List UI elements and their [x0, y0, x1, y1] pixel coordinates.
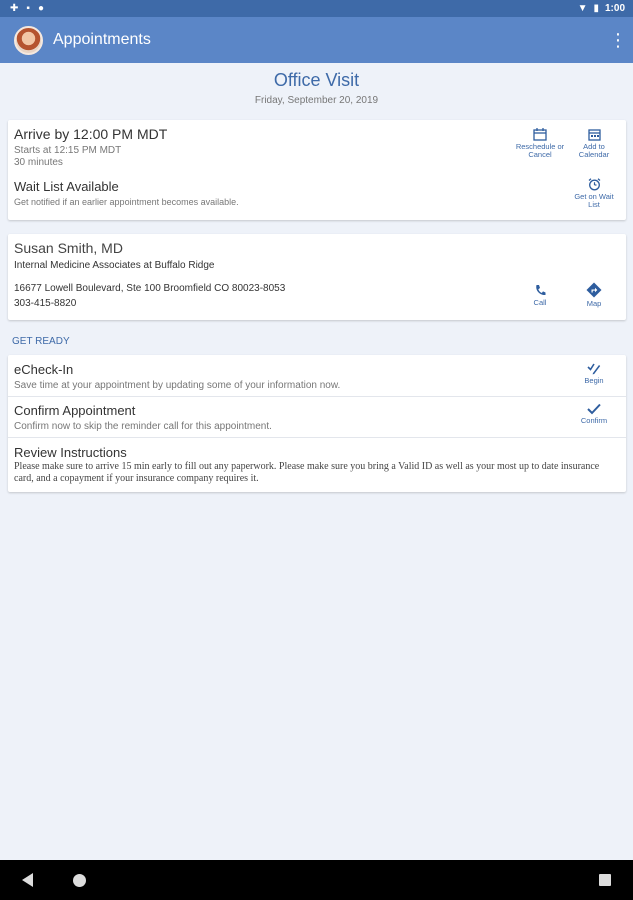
wait-list-title: Wait List Available: [14, 179, 119, 194]
checklist-edit-icon: [587, 361, 601, 375]
provider-card: [8, 234, 626, 320]
provider-name: Susan Smith, MD: [14, 240, 123, 256]
calendar-label-1: Add to: [583, 142, 605, 151]
confirm-title: Confirm Appointment: [14, 403, 136, 418]
wait-list-desc: Get notified if an earlier appointment becomes available.: [14, 197, 239, 207]
echeckin-desc: Save time at your appointment by updating some of your information now.: [14, 380, 341, 391]
echeckin-title: eCheck-In: [14, 362, 74, 377]
directions-icon: [586, 282, 602, 298]
begin-button[interactable]: [567, 361, 621, 385]
arrive-by-text: Arrive by 12:00 PM MDT: [14, 126, 168, 142]
duration-text: 30 minutes: [14, 157, 63, 168]
map-button[interactable]: [567, 282, 621, 308]
instructions-title: Review Instructions: [14, 445, 127, 460]
status-time: 1:00: [604, 3, 625, 14]
battery-icon: ▮: [593, 3, 599, 14]
checkmark-icon: [587, 403, 601, 415]
system-nav-bar: [0, 860, 633, 900]
visit-title: Office Visit: [273, 70, 360, 90]
provider-address[interactable]: 16677 Lowell Boulevard, Ste 100 Broomfield CO 80023-8053: [14, 283, 286, 294]
confirm-row[interactable]: [8, 397, 626, 437]
confirm-label: Confirm: [580, 416, 608, 425]
home-icon[interactable]: [73, 874, 86, 887]
back-icon[interactable]: [22, 873, 33, 887]
waitlist-label-2: List: [588, 200, 600, 209]
image-icon: ▪: [26, 3, 30, 14]
avatar[interactable]: [14, 26, 43, 55]
app-bar: [0, 17, 633, 63]
plus-icon: ✚: [10, 3, 19, 14]
reschedule-icon: [533, 128, 547, 141]
status-left-icons: [10, 3, 44, 14]
alarm-clock-icon: [588, 178, 601, 191]
add-to-calendar-button[interactable]: [567, 128, 621, 159]
reschedule-cancel-button[interactable]: [513, 128, 567, 159]
wifi-icon: ▼: [577, 3, 588, 14]
map-label: Map: [586, 299, 602, 308]
timing-card: [8, 120, 626, 220]
call-label: Call: [533, 298, 547, 307]
phone-icon: [534, 284, 546, 297]
instructions-row: [8, 438, 626, 492]
more-vert-icon[interactable]: ⋮: [609, 29, 627, 50]
echeckin-row[interactable]: [8, 355, 626, 396]
practice-name: Internal Medicine Associates at Buffalo Ridge: [14, 260, 215, 271]
calendar-label-2: Calendar: [578, 150, 610, 159]
status-bar: [0, 0, 633, 17]
recent-apps-icon[interactable]: [599, 874, 611, 886]
reschedule-label-2: Cancel: [528, 150, 552, 159]
instructions-text: Please make sure to arrive 15 min early to fill out any paperwork. Please make sure you bring a Valid ID as well as your most up to date insurance card, and a copayment if your insurance company requires it.: [14, 461, 600, 484]
get-ready-label: GET READY: [12, 336, 70, 347]
calendar-icon: [588, 128, 601, 141]
get-ready-card: [8, 355, 626, 492]
app-title: Appointments: [53, 31, 151, 48]
confirm-desc: Confirm now to skip the reminder call for this appointment.: [14, 421, 272, 432]
circle-icon: ●: [37, 3, 44, 14]
visit-date: Friday, September 20, 2019: [254, 95, 379, 106]
begin-label: Begin: [584, 376, 604, 385]
waitlist-label-1: Get on Wait: [574, 192, 614, 201]
confirm-button[interactable]: [567, 403, 621, 425]
provider-phone[interactable]: 303-415-8820: [14, 298, 77, 309]
status-right-icons: [578, 3, 625, 14]
reschedule-label-1: Reschedule or: [515, 142, 565, 151]
wait-list-button[interactable]: [567, 178, 621, 209]
call-button[interactable]: [513, 284, 567, 307]
starts-at-text: Starts at 12:15 PM MDT: [14, 145, 122, 156]
